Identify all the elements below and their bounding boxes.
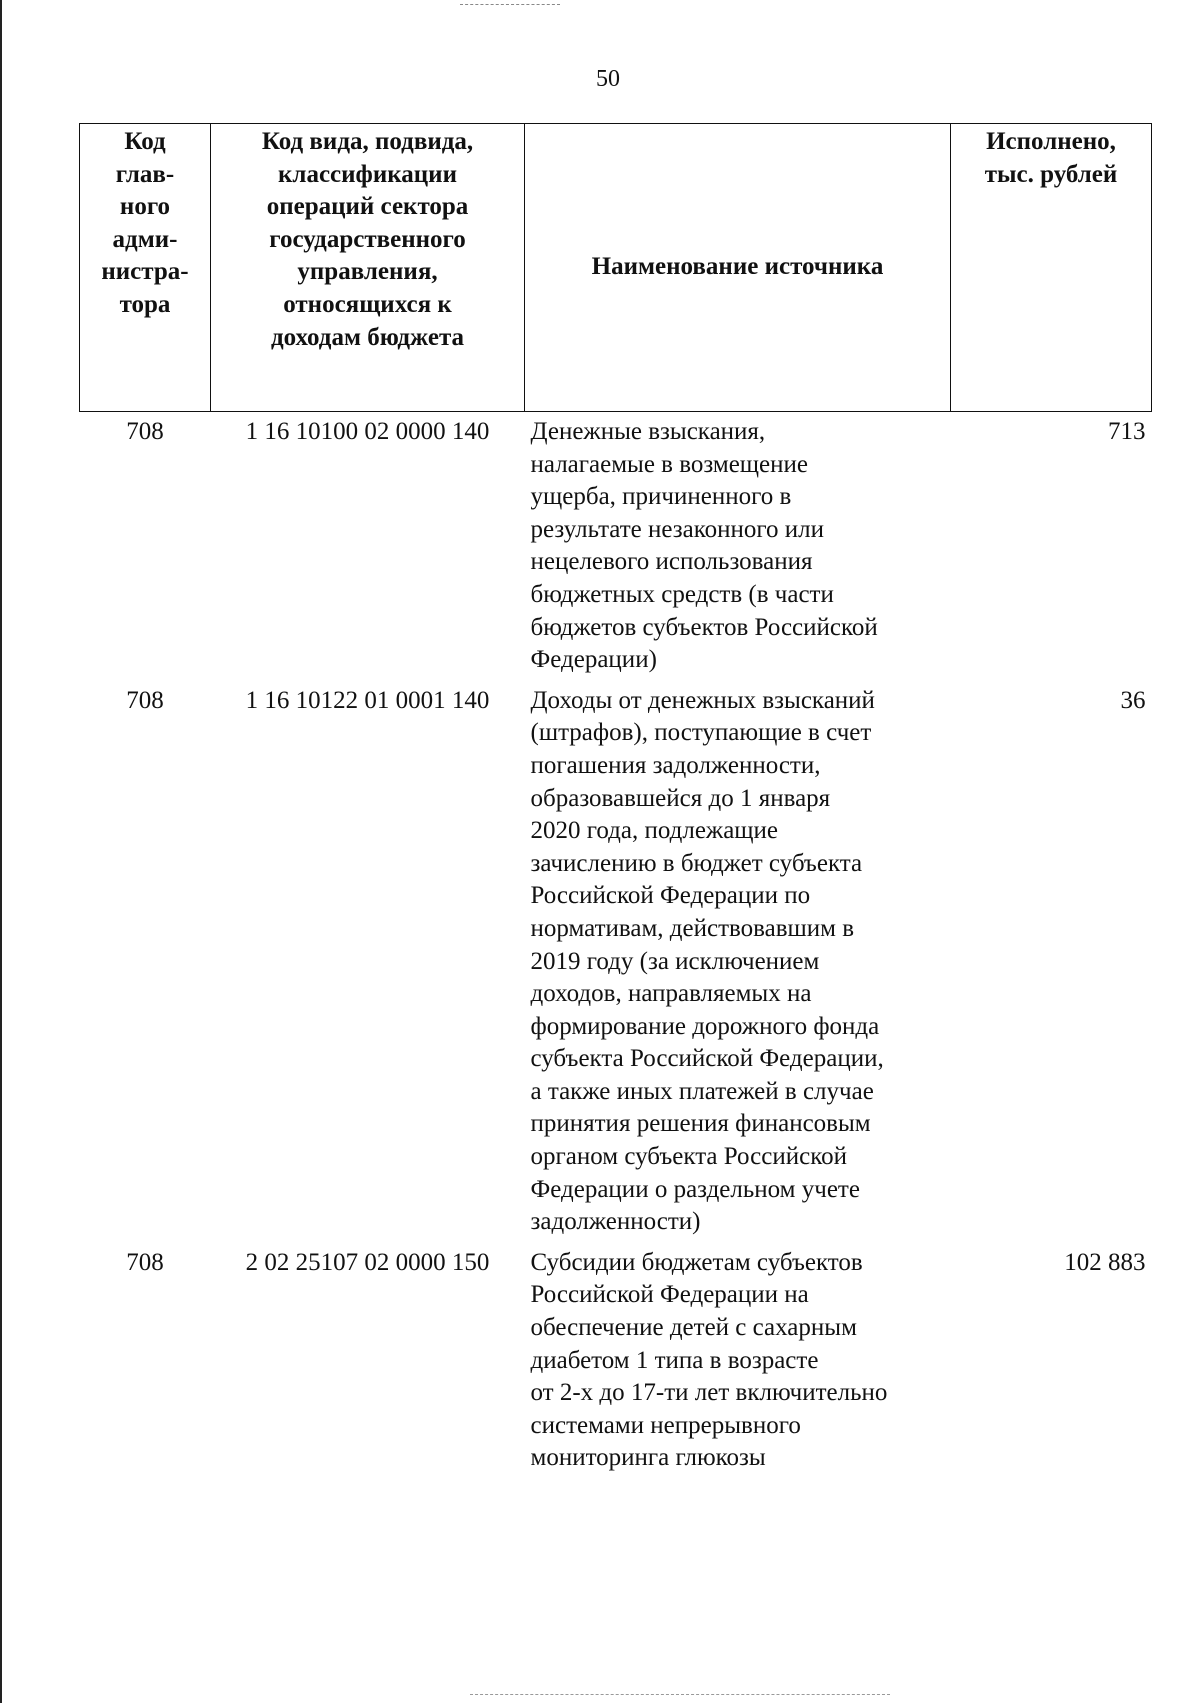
page-number: 50: [596, 66, 620, 92]
source-name-cell: [525, 681, 951, 1243]
source-name-line: органом субъекта Российской: [530, 1143, 847, 1171]
source-name-line: Федерации о раздельном учете: [530, 1175, 860, 1203]
source-name-line: системами непрерывного: [530, 1411, 801, 1439]
source-name-cell: [525, 412, 951, 681]
source-name-cell: [525, 1243, 951, 1479]
source-name-line: нормативам, действовавшим в: [530, 914, 855, 942]
source-name-line: налагаемые в возмещение: [530, 450, 809, 478]
executed-amount-cell: 713: [1108, 418, 1146, 445]
source-name-line: субъекта Российской Федерации,: [530, 1045, 884, 1073]
source-name-line: диабетом 1 типа в возрасте: [530, 1346, 819, 1374]
source-name-line: задолженности): [530, 1208, 701, 1236]
source-name-line: нецелевого использования: [530, 548, 813, 576]
source-name-line: от 2-х до 17-ти лет включительно: [530, 1379, 888, 1407]
scan-left-edge: [0, 0, 2, 1703]
scan-bottom-edge: [470, 1694, 890, 1695]
header-executed: Исполнено, тыс. рублей: [951, 124, 1152, 412]
header-classification-code: Код вида, подвида, классификации операций сектора государственного управления, относящихся к доходам бюджета: [211, 124, 525, 412]
admin-code-cell: 708: [126, 1248, 164, 1276]
source-name-line: Денежные взыскания,: [530, 418, 766, 445]
executed-amount-cell: 36: [1120, 686, 1146, 714]
source-name-line: Доходы от денежных взысканий: [530, 686, 875, 714]
classification-code-cell: 1 16 10122 01 0001 140: [245, 686, 490, 714]
table-body: [80, 412, 1152, 1480]
source-name-line: обеспечение детей с сахарным: [530, 1314, 857, 1342]
scan-top-edge: [460, 4, 560, 5]
header-source-name: Наименование источника: [525, 124, 951, 412]
executed-amount-cell: 102 883: [1064, 1248, 1146, 1276]
admin-code-cell: 708: [126, 418, 164, 445]
source-name-line: результате незаконного или: [530, 515, 825, 543]
table-row: [80, 1243, 1152, 1479]
source-name-line: бюджетов субъектов Российской: [530, 613, 878, 641]
table-row: [80, 412, 1152, 681]
source-name-line: образовавшейся до 1 января: [530, 784, 831, 812]
income-sources-table: [79, 123, 1152, 1479]
classification-code-cell: 1 16 10100 02 0000 140: [245, 418, 490, 445]
source-name-line: зачислению в бюджет субъекта: [530, 849, 863, 877]
source-name-line: погашения задолженности,: [530, 751, 821, 779]
source-name-line: (штрафов), поступающие в счет: [530, 719, 872, 747]
source-name-line: Федерации): [530, 646, 657, 674]
source-name-line: формирование дорожного фонда: [530, 1012, 880, 1040]
source-name-line: бюджетных средств (в части: [530, 580, 834, 608]
header-admin-code: Код глав- ного адми- нистра- тора: [80, 124, 211, 412]
source-name-line: а также иных платежей в случае: [530, 1077, 874, 1105]
source-name-line: принятия решения финансовым: [530, 1110, 871, 1138]
source-name-line: мониторинга глюкозы: [530, 1444, 766, 1472]
source-name-line: 2019 году (за исключением: [530, 947, 820, 975]
classification-code-cell: 2 02 25107 02 0000 150: [245, 1248, 490, 1276]
source-name-line: доходов, направляемых на: [530, 980, 812, 1008]
source-name-line: Субсидии бюджетам субъектов: [530, 1248, 863, 1276]
source-name-line: ущерба, причиненного в: [530, 483, 792, 511]
source-name-line: 2020 года, подлежащие: [530, 817, 779, 845]
table-header-row: [80, 124, 1152, 412]
source-name-line: Российской Федерации на: [530, 1281, 809, 1309]
admin-code-cell: 708: [126, 686, 164, 714]
table-row: [80, 681, 1152, 1243]
source-name-line: Российской Федерации по: [530, 882, 811, 910]
